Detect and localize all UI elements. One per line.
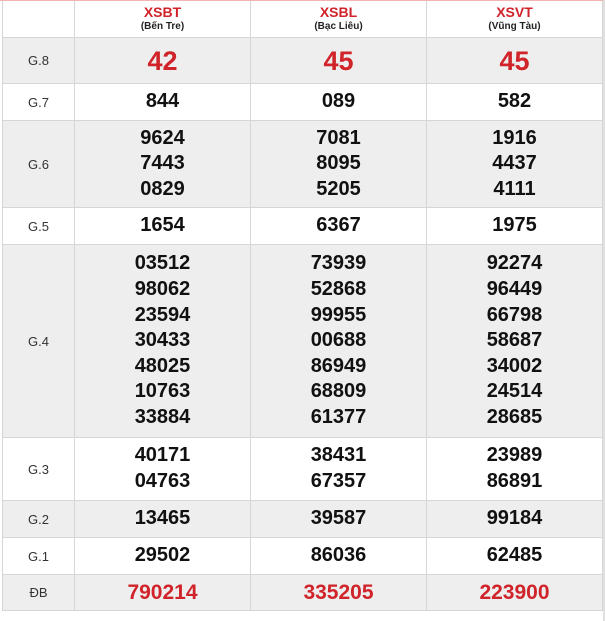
prize-cell xyxy=(427,38,603,84)
prize-number: 5205 xyxy=(316,177,361,200)
prize-rows xyxy=(3,38,603,611)
prize-label: G.8 xyxy=(3,38,75,84)
prize-label: ĐB xyxy=(3,575,75,611)
prize-cell xyxy=(75,575,251,611)
prize-cell xyxy=(427,121,603,208)
province-code[interactable]: XSVT xyxy=(496,4,533,20)
prize-cell xyxy=(75,121,251,208)
prize-number: 335205 xyxy=(303,580,374,604)
prize-number: 34002 xyxy=(486,354,543,377)
prize-number: 23989 xyxy=(486,444,543,467)
prize-row xyxy=(3,84,603,121)
prize-cell xyxy=(251,84,427,121)
prize-number: 1975 xyxy=(492,214,537,237)
prize-number: 790214 xyxy=(127,580,198,604)
prize-cell xyxy=(75,538,251,575)
prize-number: 45 xyxy=(499,45,530,76)
prize-number: 45 xyxy=(323,45,354,76)
prize-label: G.5 xyxy=(3,208,75,245)
prize-cell xyxy=(251,538,427,575)
prize-number: 7443 xyxy=(140,152,185,175)
prize-number: 1654 xyxy=(140,214,185,237)
prize-number: 40171 xyxy=(134,444,191,467)
prize-number: 73939 xyxy=(310,252,367,275)
prize-number: 66798 xyxy=(486,303,543,326)
prize-row xyxy=(3,501,603,538)
prize-number: 92274 xyxy=(486,252,543,275)
prize-number: 30433 xyxy=(134,329,191,352)
prize-number: 67357 xyxy=(310,470,367,492)
prize-number: 48025 xyxy=(134,354,191,377)
prize-cell xyxy=(427,575,603,611)
prize-number: 089 xyxy=(321,90,356,113)
prize-cell xyxy=(251,575,427,611)
prize-cell xyxy=(251,438,427,501)
prize-number: 04763 xyxy=(134,470,191,492)
prize-cell xyxy=(251,501,427,538)
prize-row xyxy=(3,38,603,84)
prize-cell xyxy=(427,245,603,438)
prize-number: 0829 xyxy=(140,177,185,200)
province-name: (Bạc Liêu) xyxy=(314,21,363,32)
prize-number: 33884 xyxy=(134,405,191,428)
prize-number: 223900 xyxy=(479,580,550,604)
prize-number: 96449 xyxy=(486,278,543,301)
prize-cell xyxy=(75,208,251,245)
prize-number: 42 xyxy=(147,45,178,76)
prize-cell xyxy=(427,538,603,575)
province-header-row xyxy=(3,1,603,38)
province-code[interactable]: XSBL xyxy=(319,4,358,20)
prize-label: G.3 xyxy=(3,438,75,501)
prize-number: 13465 xyxy=(134,507,191,530)
prize-cell xyxy=(75,38,251,84)
prize-number: 9624 xyxy=(140,126,185,149)
prize-row xyxy=(3,575,603,611)
prize-number: 00688 xyxy=(310,329,367,352)
prize-row xyxy=(3,538,603,575)
prize-number: 24514 xyxy=(486,380,543,403)
province-header-vt[interactable] xyxy=(427,1,603,38)
prize-number: 58687 xyxy=(486,329,543,352)
prize-row xyxy=(3,208,603,245)
prize-number: 03512 xyxy=(134,252,191,275)
province-code[interactable]: XSBT xyxy=(143,4,182,20)
prize-number: 6367 xyxy=(316,214,361,237)
prize-cell xyxy=(251,121,427,208)
prize-cell xyxy=(427,208,603,245)
prize-cell xyxy=(251,38,427,84)
prize-cell xyxy=(75,501,251,538)
prize-cell xyxy=(75,245,251,438)
prize-number: 39587 xyxy=(310,507,367,530)
prize-number: 23594 xyxy=(134,303,191,326)
prize-label: G.6 xyxy=(3,121,75,208)
prize-number: 4437 xyxy=(492,152,537,175)
prize-number: 28685 xyxy=(486,405,543,428)
prize-number: 86036 xyxy=(310,544,367,567)
prize-number: 99955 xyxy=(310,303,367,326)
prize-number: 86949 xyxy=(310,354,367,377)
prize-cell xyxy=(427,84,603,121)
province-name: (Bến Tre) xyxy=(140,21,185,32)
prize-cell xyxy=(75,84,251,121)
province-name: (Vũng Tàu) xyxy=(488,21,541,32)
prize-number: 4111 xyxy=(493,177,536,200)
prize-number: 52868 xyxy=(310,278,367,301)
prize-cell xyxy=(427,501,603,538)
prize-number: 86891 xyxy=(486,470,543,492)
prize-number: 8095 xyxy=(316,152,361,175)
prize-cell xyxy=(427,438,603,501)
prize-cell xyxy=(75,438,251,501)
prize-number: 99184 xyxy=(486,507,543,530)
top-border xyxy=(0,0,605,1)
prize-number: 844 xyxy=(145,90,180,113)
prize-row xyxy=(3,245,603,438)
prize-number: 29502 xyxy=(134,544,191,567)
prize-number: 7081 xyxy=(316,126,361,149)
prize-label: G.1 xyxy=(3,538,75,575)
prize-label: G.7 xyxy=(3,84,75,121)
prize-cell xyxy=(251,245,427,438)
prize-number: 38431 xyxy=(310,444,367,467)
prize-row xyxy=(3,438,603,501)
lottery-results-table xyxy=(2,0,603,611)
province-header-bl[interactable] xyxy=(251,1,427,38)
prize-number: 10763 xyxy=(134,380,191,403)
prize-number: 61377 xyxy=(310,405,367,428)
prize-number: 68809 xyxy=(310,380,367,403)
prize-number: 1916 xyxy=(492,126,537,149)
prize-label: G.2 xyxy=(3,501,75,538)
prize-label: G.4 xyxy=(3,245,75,438)
header-corner-cell xyxy=(3,1,75,38)
prize-number: 98062 xyxy=(134,278,191,301)
prize-number: 582 xyxy=(497,90,532,113)
province-header-bt[interactable] xyxy=(75,1,251,38)
prize-cell xyxy=(251,208,427,245)
prize-number: 62485 xyxy=(486,544,543,567)
prize-row xyxy=(3,121,603,208)
